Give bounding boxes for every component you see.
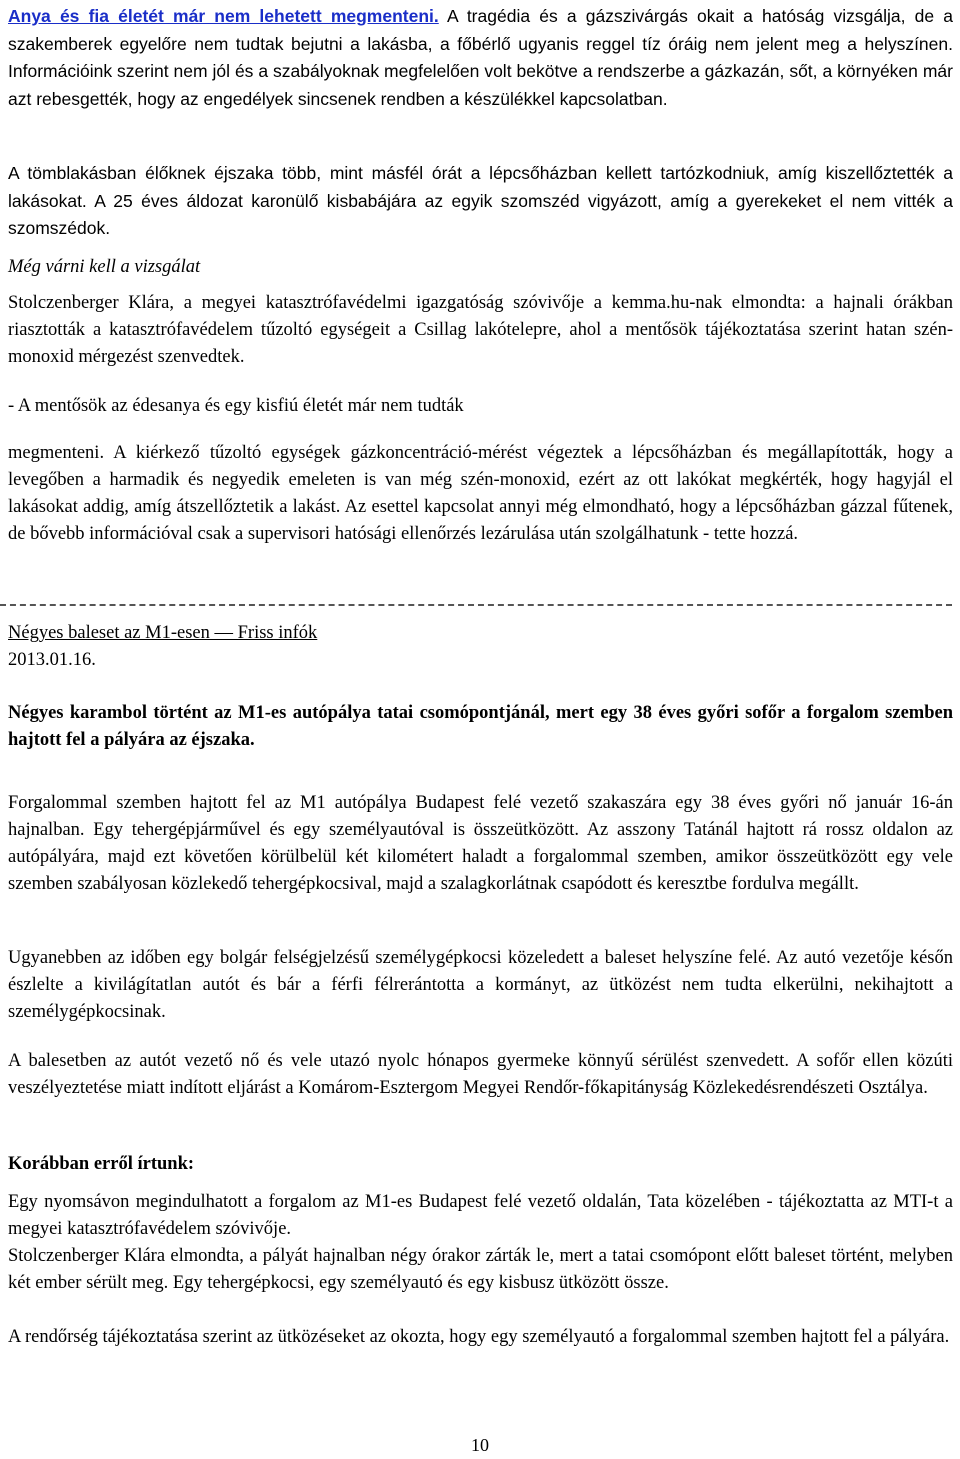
intro-text-sans: A tragédia és a gázszivárgás okait a hatóság vizsgálja, de a szakemberek egyelőre nem tudtak bejutni a lakásba, a főbérlő ugyanis reggel tíz óráig nem jelent meg a helyszínen.	[8, 6, 953, 54]
quote-line: - A mentősök az édesanya és egy kisfiú életét már nem tudták	[8, 396, 464, 416]
article-date: 2013.01.16.	[8, 650, 96, 670]
earlier-paragraph-3: A rendőrség tájékoztatása szerint az ütközéseket az okozta, hogy egy személyautó a forgalommal szemben hajtott fel a pályára.	[8, 1327, 950, 1347]
article-paragraph-1: Forgalommal szemben hajtott fel az M1 autópálya Budapest felé vezető szakaszára egy 38 éves győri nő január 16-án hajnalban. Egy tehergépjárművel és egy személyautóval is összeütközött. Az asszony Tatánál hajtott rá rossz oldalon az autópályára, majd ezt követően körülbelül két kilométert haladt a forgalommal szemben, amikor összeütközött egy vele szemben szabályosan közlekedő tehergépkocsival, majd a szalagkorlátnak csapódott és keresztbe fordulva megállt.	[8, 793, 953, 894]
article-paragraph-3: A balesetben az autót vezető nő és vele utazó nyolc hónapos gyermeke könnyű sérülést szenvedett. A sofőr ellen közúti veszélyeztetése miatt indított eljárást a Komárom-Esztergom Megyei Rendőr-főkapitányság Közlekedésrendészeti Osztálya.	[8, 1051, 953, 1098]
firefighters-paragraph: megmenteni. A kiérkező tűzoltó egységek gázkoncentráció-mérést végeztek a lépcsőházban és megállapították, hogy a levegőben a harmadik és negyedik emeleten is van még szén-monoxid, ezért az ott lakókat megkérték, hogy hagyjál el lakásokat addig, amíg átszellőztetik a lakást. Az esettel kapcsolat annyi még elmondható, hogy a lépcsőházban gázzal fűtenek, de bővebb információval csak a supervisori hatósági ellenőrzés lezárulása után szolgálhatunk - tette hozzá.	[8, 443, 953, 544]
spokesperson-paragraph: Stolczenberger Klára, a megyei katasztrófavédelmi igazgatóság szóvivője a kemma.hu-nak elmondta: a hajnali órákban riasztották a katasztrófavédelem tűzoltó egységeit a Csillag lakótelepre, ahol a mentősök tájékoztatása szerint hatan szén-monoxid mérgezést szenvedtek.	[8, 293, 953, 367]
article-paragraph-2: Ugyanebben az időben egy bolgár felségjelzésű személygépkocsi közeledett a baleset helyszíne felé. Az autó vezetője későn észlelte a kivilágítatlan autót és bár a férfi félrerántotta a kormányt, az ütközést nem tudta elkerülni, nekihajtott a személygépkocsinak.	[8, 948, 953, 1022]
article-link[interactable]: Anya és fia életét már nem lehetett megmenteni.	[8, 6, 439, 26]
intro-paragraph	[8, 3, 953, 113]
earlier-paragraph-2: Stolczenberger Klára elmondta, a pályát hajnalban négy órakor zárták le, mert a tatai csomópont előtt baleset történt, melyben két ember sérült meg. Egy tehergépkocsi, egy személyautó és egy kisbusz ütközött össze.	[8, 1246, 953, 1293]
section-divider	[0, 604, 952, 606]
page-number: 10	[471, 1435, 489, 1455]
residents-paragraph	[8, 160, 953, 243]
article-title[interactable]: Négyes baleset az M1-esen — Friss infók	[8, 623, 318, 643]
article-lead: Négyes karambol történt az M1-es autópálya tatai csomópontjánál, mert egy 38 éves győri sofőr a forgalom szemben hajtott fel a pályára az éjszaka.	[8, 703, 953, 750]
intro-text-continued: Információink szerint nem jól és a szabályoknak megfelelően volt bekötve a rendszerbe a gázkazán, sőt, a környéken már azt rebesgették, hogy az engedélyek sincsenek rendben a készülékkel kapcsolatban.	[8, 61, 953, 109]
residents-text-2: A 25 éves áldozat karonülő kisbabájára az egyik szomszéd vigyázott, amíg a gyerekeket el nem vitték a szomszédok.	[8, 190, 953, 238]
earlier-heading: Korábban erről írtunk:	[8, 1154, 195, 1174]
residents-text-1: A tömblakásban élőknek éjszaka több, mint másfél órát a lépcsőházban kellett tartózkodniuk, amíg kiszellőztették a lakásokat.	[8, 163, 953, 211]
earlier-paragraph-1: Egy nyomsávon megindulhatott a forgalom az M1-es Budapest felé vezető oldalán, Tata közelében - tájékoztatta az MTI-t a megyei katasztrófavédelem szóvivője.	[8, 1192, 953, 1239]
subheading: Még várni kell a vizsgálat	[8, 257, 201, 277]
